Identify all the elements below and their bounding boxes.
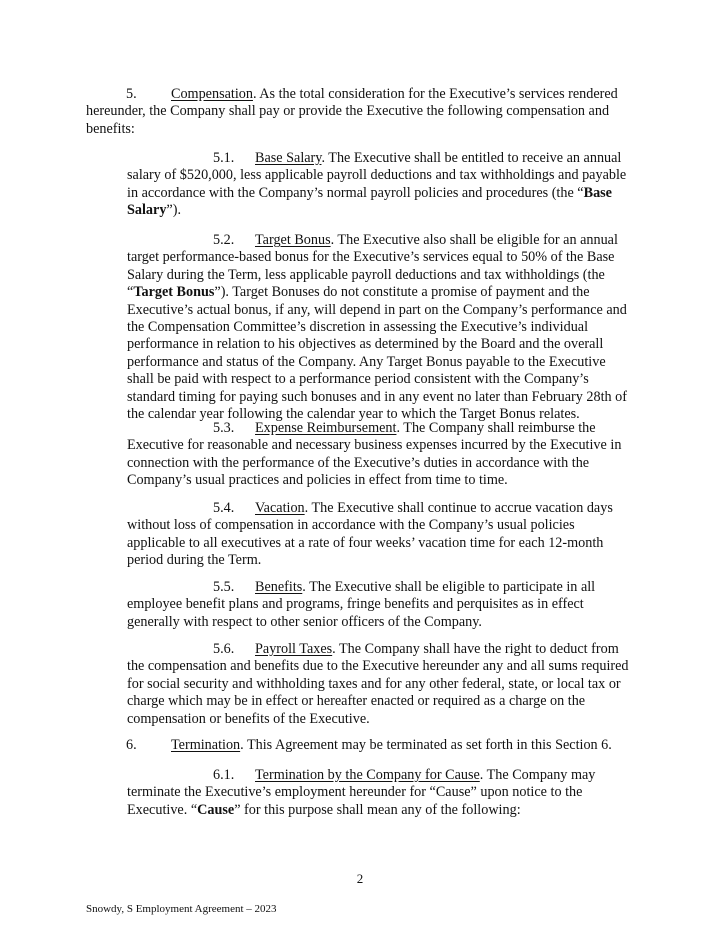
subsection-heading: Payroll Taxes xyxy=(255,641,333,657)
subsection-text: . The Company shall reimburse the Executive for reasonable and necessary business expenses incurred by the Executive in connection with the performance of the Executive’s duties in accordance with the Company’s usual practices and policies in effect from time to time. xyxy=(127,420,622,489)
subsection-heading: Expense Reimbursement xyxy=(255,420,397,436)
section-5-compensation xyxy=(86,86,631,138)
subsection-number: 5.5. xyxy=(213,579,235,595)
subsection-5-2-target-bonus xyxy=(127,232,632,423)
subsection-text: . The Executive shall continue to accrue vacation days without loss of compensation in accordance with the Company’s usual policies applicable to all executives at a rate of four weeks’ vacation time for each 12-month period during the Term. xyxy=(127,500,613,569)
subsection-text: . The Executive also shall be eligible for an annual target performance-based bonus for the Executive’s services equal to 50% of the Base Salary during the Term, less applicable payroll deductions and tax withholdings (the “ xyxy=(127,232,618,301)
subsection-heading: Vacation xyxy=(255,500,305,516)
subsection-text: . The Company may terminate the Executive’s employment hereunder for “Cause” upon notice to the Executive. “ xyxy=(127,767,596,818)
document-footer: Snowdy, S Employment Agreement – 2023 xyxy=(86,903,277,915)
subsection-6-1-termination-for-cause xyxy=(127,767,632,819)
subsection-5-5-benefits xyxy=(127,579,632,631)
subsection-text-end: ” for this purpose shall mean any of the following: xyxy=(234,801,521,818)
section-6-termination xyxy=(86,737,631,754)
subsection-text: . The Executive shall be entitled to receive an annual salary of $520,000, less applicable payroll deductions and tax withholdings and payable in accordance with the Company’s normal payroll policies and procedures (the “ xyxy=(127,150,627,201)
section-text: . This Agreement may be terminated as set forth in this Section 6. xyxy=(240,737,612,753)
page-number: 2 xyxy=(356,871,364,886)
defined-term: Base Salary xyxy=(127,184,612,219)
subsection-number: 5.1. xyxy=(213,150,235,166)
subsection-5-4-vacation xyxy=(127,500,632,570)
subsection-text-end: ”). xyxy=(166,202,181,219)
subsection-text-end: ”). Target Bonuses do not constitute a promise of payment and the Executive’s actual bonus, if any, will depend in part on the Company’s performance and the Compensation Committee’s discretion in assessing the Executive’s individual performance in relation to his objectives as determined by the Board and the overall performance and status of the Company. Any Target Bonus payable to the Executive shall be paid with respect to a performance period consistent with the Company’s standard timing for paying such bonuses and in any event no later than February 28th of the calendar year following the calendar year to which the Target Bonus relates. xyxy=(127,284,627,423)
subsection-5-1-base-salary xyxy=(127,150,632,220)
subsection-5-6-payroll-taxes xyxy=(127,641,632,728)
section-heading: Compensation xyxy=(171,86,253,102)
defined-term: Cause xyxy=(197,801,235,818)
subsection-number: 5.3. xyxy=(213,420,235,436)
section-number: 6. xyxy=(126,737,137,753)
subsection-text: . The Executive shall be eligible to participate in all employee benefit plans and programs, fringe benefits and perquisites as in effect generally with respect to other senior officers of the Company. xyxy=(127,579,596,630)
section-text: . As the total consideration for the Executive’s services rendered hereunder, the Company shall pay or provide the Executive the following compensation and benefits: xyxy=(86,86,618,137)
subsection-number: 6.1. xyxy=(213,767,235,783)
subsection-5-3-expense-reimbursement xyxy=(127,420,632,490)
subsection-number: 5.4. xyxy=(213,500,235,516)
section-number: 5. xyxy=(126,86,137,102)
subsection-number: 5.6. xyxy=(213,641,235,657)
subsection-heading: Target Bonus xyxy=(255,232,331,248)
subsection-heading: Benefits xyxy=(255,579,303,595)
subsection-heading: Base Salary xyxy=(255,150,322,166)
section-heading: Termination xyxy=(171,737,241,753)
subsection-heading: Termination by the Company for Cause xyxy=(255,767,480,783)
defined-term: Target Bonus xyxy=(133,284,215,301)
subsection-number: 5.2. xyxy=(213,232,235,248)
subsection-text: . The Company shall have the right to deduct from the compensation and benefits due to the Executive hereunder any and all sums required for social security and withholding taxes and for any other federal, state, or local tax or charge which may be in effect or hereafter enacted or required as a charge on the compensation or benefits of the Executive. xyxy=(127,641,629,727)
